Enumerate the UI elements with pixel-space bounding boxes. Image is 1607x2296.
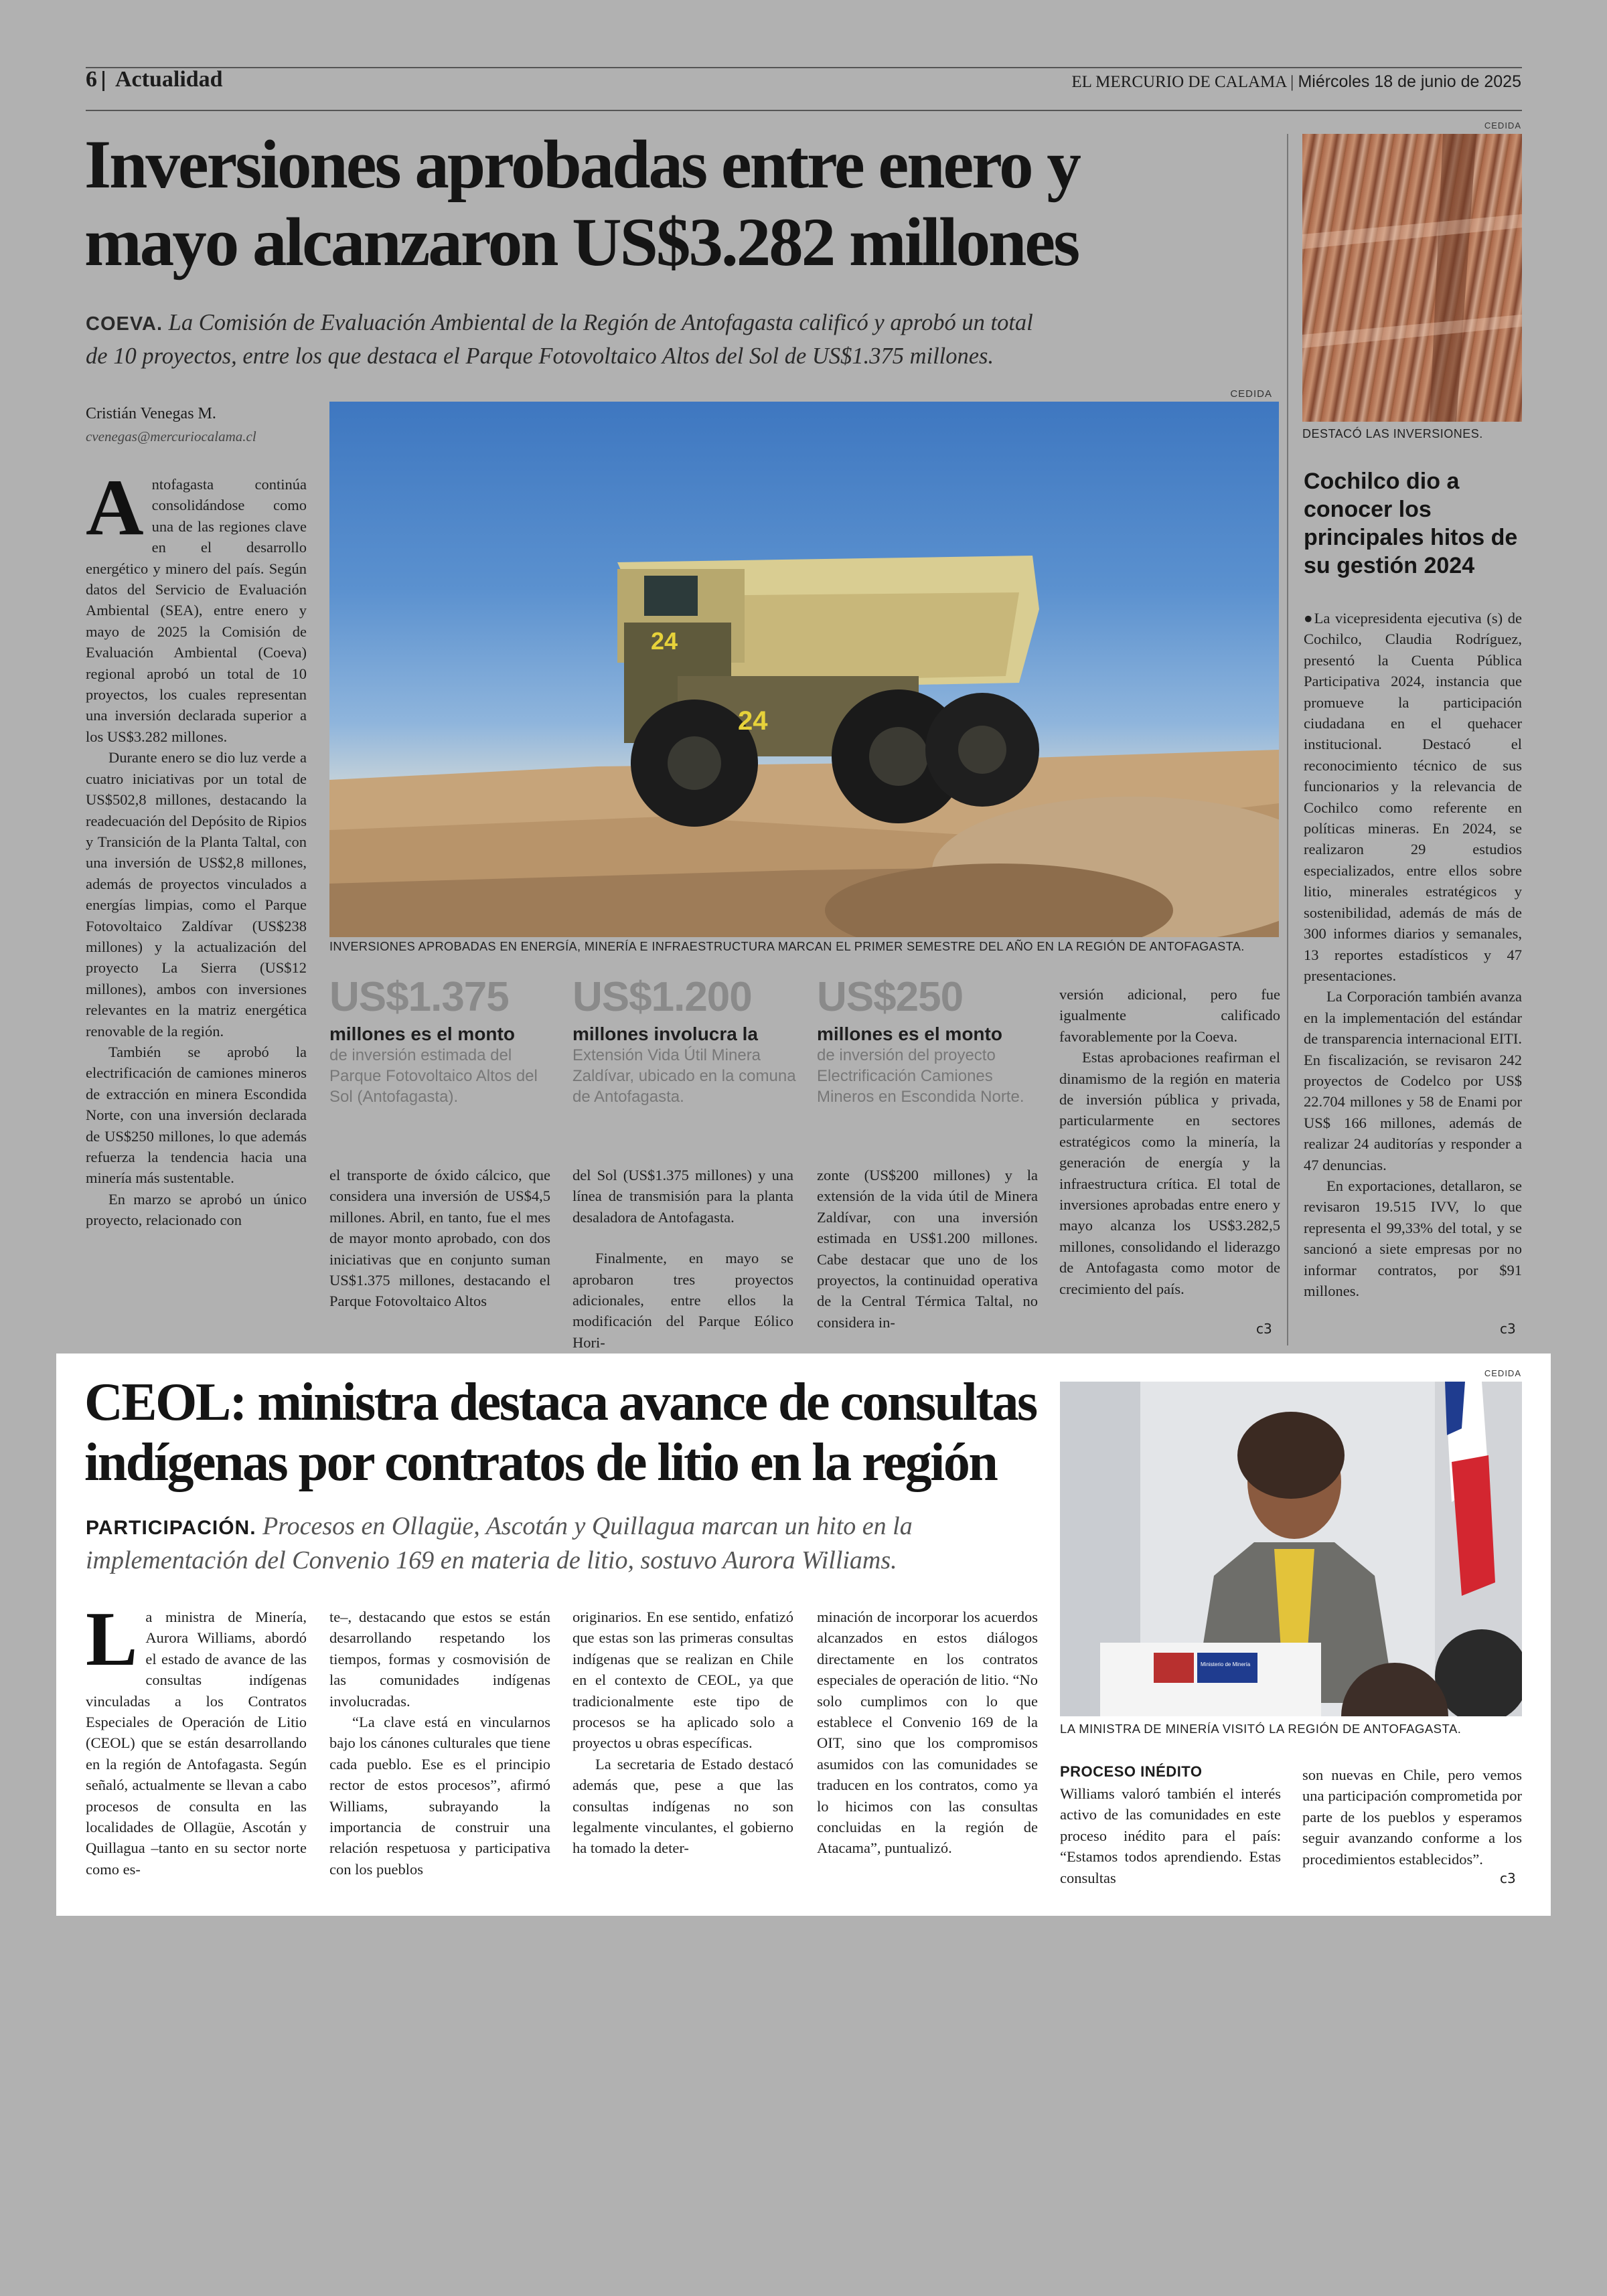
article2-paragraph: “La clave está en vincularnos bajo los cánones culturales que tiene cada pueblo. Ese es el principio rector de estos procesos”, afirmó Williams, subrayando la importancia de construir una relación respetuosa y participativa con los pueblos (329, 1714, 550, 1878)
sidebar-divider (1287, 134, 1288, 1345)
stat-bold: millones es el monto (817, 1023, 1002, 1044)
minister-photo (1060, 1382, 1522, 1716)
article2-paragraph: te–, destacando que estos se están desarrollando respetando los tiempos, formas y cosmovisión de las comunidades indígenas involucradas. (329, 1609, 550, 1710)
stat-block (572, 974, 797, 1107)
lead-line (86, 307, 1033, 340)
article2-end-mark: c3 (1500, 1870, 1516, 1886)
sidebar-column (1304, 608, 1522, 1301)
podium-sign-text: Ministerio de Minería (1201, 1661, 1251, 1667)
article1-paragraph: En marzo se aprobó un único proyecto, relacionado con (86, 1190, 307, 1229)
article1-column-2 (329, 1165, 550, 1312)
sidebar-photo-illustration (1302, 134, 1522, 422)
headline-line: indígenas por contratos de litio en la región (84, 1433, 997, 1492)
author-email[interactable]: cvenegas@mercuriocalama.cl (86, 428, 256, 444)
sidebar-paragraph (1304, 608, 1522, 986)
article2-photo-credit: CEDIDA (1484, 1368, 1521, 1378)
stat-bold: millones es el monto (329, 1023, 515, 1044)
article1-paragraph: versión adicional, pero fue igualmente calificado favorablemente por la Coeva. (1059, 986, 1280, 1045)
article2-paragraph: Williams valoró también el interés activo de las comunidades en este proceso inédito para el país: “Estamos todos aprendiendo. Estas consultas (1060, 1785, 1281, 1886)
article1-paragraph: También se aprobó la electrificación de camiones mineros de extracción en minera Escondida Norte, con una inversión declarada de US$250 millones, lo que además refuerza la tendencia hacia una minería más sustentable. (86, 1043, 307, 1187)
stat-figure: US$1.200 (572, 974, 752, 1020)
article2-paragraph: originarios. En ese sentido, enfatizó que estas son las primeras consultas indígenas que se realizan en Chile en el contexto de CEOL, ya que tradicionalmente este tipo de procesos se ha aplicado solo a proyectos u obras específicas. (572, 1609, 793, 1752)
kicker: PARTICIPACIÓN. (86, 1517, 256, 1539)
article1-column-5 (1059, 984, 1280, 1299)
article2-paragraph: son nuevas en Chile, pero vemos una participación comprometida por parte de los pueblos y esperamos seguir avanzando conforme a los procedimientos establecidos”. (1302, 1767, 1522, 1868)
article1-paragraph: el transporte de óxido cálcico, que considera una inversión de US$4,5 millones. Abril, en tanto, fue el mes de mayor monto aprobado, con dos iniciativas que en conjunto suman US$1.375 millones, destacando el Parque Fotovoltaico Altos (329, 1167, 550, 1310)
paragraph-text: ntofagasta continúa consolidándose como una de las regiones clave en el desarrollo energético y minero del país. Según datos del Servicio de Evaluación Ambiental (SEA), entre enero y mayo de 2025 la Comisión de Evaluación Ambiental (Coeva) regional aprobó un total de 10 proyectos, los cuales representan una inversión declarada superior a los US$3.282 millones. (86, 476, 307, 745)
article1-paragraph: del Sol (US$1.375 millones) y una línea de transmisión para la planta desaladora de Antofagasta. (572, 1167, 793, 1226)
article1-column-4 (817, 1165, 1038, 1333)
section-name: Actualidad (115, 67, 223, 92)
article1-paragraph: Finalmente, en mayo se aprobaron tres proyectos adicionales, entre ellos la modificación del Parque Eólico Hori- (572, 1250, 793, 1351)
drop-cap: A (86, 463, 144, 552)
article1-column-3 (572, 1165, 793, 1353)
article2-lead (86, 1510, 913, 1576)
stat-text: Extensión Vida Útil Minera Zaldívar, ubicado en la comuna de Antofagasta. (572, 1046, 796, 1106)
stat-bold: millones involucra la (572, 1023, 758, 1044)
article1-paragraph: Durante enero se dio luz verde a cuatro iniciativas por un total de US$502,8 millones, destacando la readecuación del Depósito de Ripios y Transición de la Planta Taltal, con una inversión de US$2,8 millones, además de proyectos vinculados a energías limpias, como el Parque Fotovoltaico Zaldívar (US$238 millones) y la actualización del proyecto La Sierra (US$12 millones), ambos con inversiones relevantes en la matriz energética renovable de la región. (86, 749, 307, 1040)
end-mark: c3 (1256, 1321, 1272, 1337)
lead-line: implementación del Convenio 169 en materia de litio, sostuvo Aurora Williams. (86, 1546, 897, 1574)
article1-paragraph: Estas aprobaciones reafirman el dinamismo de la región en materia de inversión pública y privada, particularmente en sectores estratégicos como la minería, la generación de energía y la infraestructura crítica. El total de inversiones aprobadas entre enero y mayo alcanza los US$3.282,5 millones, consolidando el liderazgo de Antofagasta como motor de crecimiento del país. (1059, 1049, 1280, 1297)
copper-sheets-photo (1302, 134, 1522, 422)
article2-paragraph: minación de incorporar los acuerdos alcanzados en estos diálogos directamente en los contratos especiales de operación de litio. “No solo cumplimos con lo que establece el Convenio 169 de la OIT, sino que los compromisos asumidos con las comunidades se traducen en los contratos, como ya lo hicimos con las consultas concluidas en la región de Atacama”, puntualizó. (817, 1609, 1038, 1857)
sidebar-photo-credit: CEDIDA (1484, 120, 1521, 131)
article2-subhead: PROCESO INÉDITO (1060, 1763, 1203, 1780)
header-top-rule (86, 67, 1522, 68)
section-separator (102, 71, 104, 91)
article1-headline (84, 126, 1079, 281)
article2-paragraph: La secretaria de Estado destacó además que, pese a que las consultas indígenas no son legalmente vinculantes, el gobierno ha tomado la deter- (572, 1755, 793, 1857)
lead-line (86, 1510, 913, 1544)
stat-block (329, 974, 550, 1107)
article2-headline (84, 1372, 1037, 1493)
photo-caption: INVERSIONES APROBADAS EN ENERGÍA, MINERÍA E INFRAESTRUCTURA MARCAN EL PRIMER SEMESTRE DEL AÑO EN LA REGIÓN DE ANTOFAGASTA. (329, 940, 1245, 953)
article2-paragraph (86, 1596, 307, 1880)
header-bottom-rule (86, 110, 1522, 111)
article1-column-1 (86, 463, 307, 1231)
photo-credit: CEDIDA (1230, 388, 1272, 400)
stat-text: de inversión estimada del Parque Fotovoltaico Altos del Sol (Antofagasta). (329, 1046, 538, 1106)
article2-column-5 (1060, 1783, 1281, 1888)
sidebar-headline: Cochilco dio a conocer los principales hitos de su gestión 2024 (1304, 469, 1518, 578)
stat-figure: US$1.375 (329, 974, 509, 1020)
paragraph-text: a ministra de Minería, Aurora Williams, abordó el estado de avance de las consultas indígenas vinculadas a los Contratos Especiales de Operación de Litio (CEOL) que se están desarrollando en la región de Antofagasta. Según señaló, actualmente se llevan a cabo procesos de consulta en las localidades de Ollagüe, Ascotán y Quillagua –tanto en su sector norte como es- (86, 1609, 307, 1878)
paragraph-text: La vicepresidenta ejecutiva (s) de Cochilco, Claudia Rodríguez, presentó la Cuenta Pública Participativa 2024, instancia que promueve la participación ciudadana en el quehacer institucional. Destacó el reconocimiento técnico de sus funcionarios y la relevancia de Cochilco como referente en políticas mineras. En 2024, se realizaron 29 estudios especializados, entre ellos sobre litio, minerales estratégicos y sostenibilidad, además de más de 300 informes diarios y semanales, 13 reportes estadísticos y 47 presentaciones. (1304, 610, 1523, 984)
photo-illustration (329, 402, 1279, 937)
minister-photo-illustration (1060, 1382, 1522, 1716)
svg-text:24: 24 (738, 706, 768, 736)
lead-text: Procesos en Ollagüe, Ascotán y Quillagua marcan un hito en la (262, 1512, 913, 1540)
bullet-icon: ● (1304, 610, 1314, 627)
mining-truck-photo (329, 402, 1279, 937)
drop-cap: L (86, 1596, 138, 1682)
article1-lead (86, 307, 1033, 372)
article2-column-3 (572, 1607, 793, 1859)
svg-text:24: 24 (651, 627, 678, 655)
article2-column-2 (329, 1607, 550, 1880)
sidebar-end-mark: c3 (1500, 1321, 1516, 1337)
stat-text: de inversión del proyecto Electrificación Camiones Mineros en Escondida Norte. (817, 1046, 1024, 1106)
headline-line: CEOL: ministra destaca avance de consultas (84, 1373, 1037, 1432)
lead-text: La Comisión de Evaluación Ambiental de la Región de Antofagasta calificó y aprobó un total (168, 310, 1033, 335)
article2-column-4 (817, 1607, 1038, 1859)
article1-paragraph: zonte (US$200 millones) y la extensión de la vida útil de Minera Zaldívar, con una inversión estimada en US$1.200 millones. Cabe destacar que uno de los proyectos, la continuidad operativa de la Central Térmica Taltal, no considera in- (817, 1167, 1038, 1331)
headline-line: Inversiones aprobadas entre enero y (84, 127, 1079, 203)
sidebar-paragraph: La Corporación también avanza en la implementación del estándar de transparencia internacional EITI. En fiscalización, se revisaron 242 proyectos de Codelco por US$ 22.704 millones y 58 de Enami por US$ 166 millones, además de realizar 24 auditorías y responder a 47 denuncias. (1304, 988, 1522, 1173)
kicker: COEVA. (86, 313, 163, 335)
article2-photo-caption: LA MINISTRA DE MINERÍA VISITÓ LA REGIÓN DE ANTOFAGASTA. (1060, 1722, 1462, 1736)
article2-column-1 (86, 1596, 307, 1880)
newspaper-name (1071, 72, 1521, 92)
article2-column-6 (1302, 1765, 1522, 1870)
lead-line: de 10 proyectos, entre los que destaca el Parque Fotovoltaico Altos del Sol de US$1.375 millones. (86, 343, 994, 369)
masthead-name: EL MERCURIO DE CALAMA (1071, 73, 1286, 91)
headline-line: mayo alcanzaron US$3.282 millones (84, 204, 1079, 280)
stat-block (817, 974, 1038, 1107)
masthead-date: Miércoles 18 de junio de 2025 (1298, 72, 1521, 91)
masthead-separator: | (1290, 73, 1298, 91)
sidebar-paragraph: En exportaciones, detallaron, se revisaron 19.515 IVV, lo que representa el 99,33% del total, y se sancionó a siete empresas por no informar contratos, por $91 millones. (1304, 1177, 1522, 1299)
sidebar-photo-caption: DESTACÓ LAS INVERSIONES. (1302, 427, 1483, 440)
article1-paragraph (86, 463, 307, 747)
stat-figure: US$250 (817, 974, 964, 1020)
page-number: 6 (86, 67, 97, 92)
author-name: Cristián Venegas M. (86, 405, 216, 422)
